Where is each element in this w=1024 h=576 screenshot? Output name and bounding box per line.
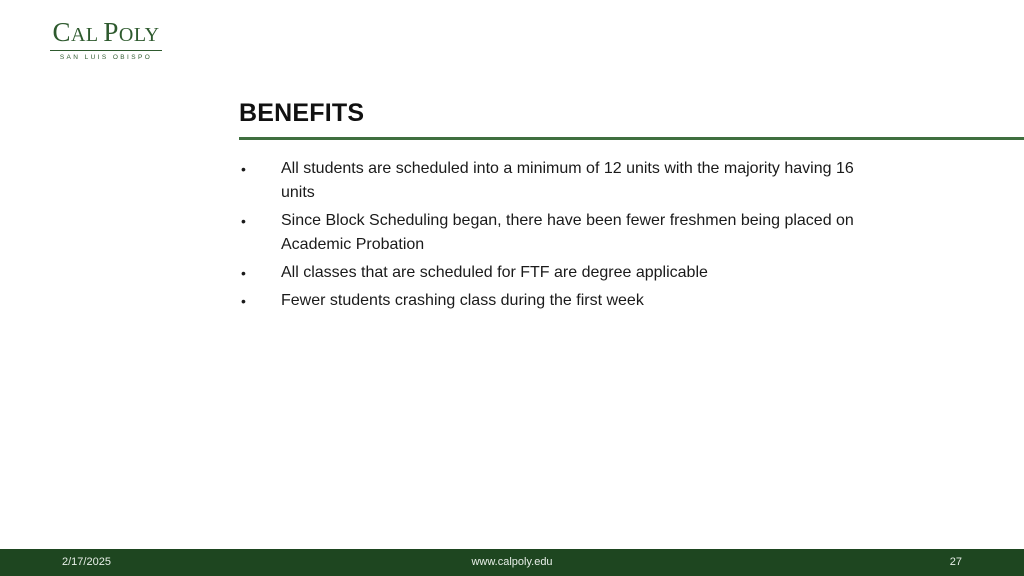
bullet-list bbox=[239, 157, 879, 317]
bullet-marker: • bbox=[241, 265, 246, 281]
logo-subtitle: SAN LUIS OBISPO bbox=[59, 54, 153, 61]
bullet-text: All students are scheduled into a minimum of 12 units with the majority having 16 units bbox=[281, 160, 854, 201]
bullet-item bbox=[239, 209, 879, 257]
bullet-text: Fewer students crashing class during the first week bbox=[281, 292, 644, 309]
bullet-marker: • bbox=[241, 293, 246, 309]
bullet-marker: • bbox=[241, 161, 246, 177]
bullet-marker: • bbox=[241, 213, 246, 229]
bullet-text: Since Block Scheduling began, there have been fewer freshmen being placed on Academic Probation bbox=[281, 212, 854, 253]
logo-wordmark: CAL POLY bbox=[52, 17, 160, 47]
bullet-item bbox=[239, 261, 879, 285]
bullet-text: All classes that are scheduled for FTF are degree applicable bbox=[281, 264, 708, 281]
title-underline bbox=[239, 137, 1024, 140]
footer-website-link[interactable]: www.calpoly.edu bbox=[471, 556, 553, 568]
slide-title: BENEFITS bbox=[239, 99, 365, 127]
bullet-item bbox=[239, 289, 879, 313]
footer-page-number: 27 bbox=[949, 556, 962, 568]
cal-poly-logo bbox=[50, 18, 162, 61]
bullet-item bbox=[239, 157, 879, 205]
footer-bar bbox=[0, 549, 1024, 576]
footer-date: 2/17/2025 bbox=[62, 556, 111, 568]
logo-divider bbox=[50, 50, 162, 51]
